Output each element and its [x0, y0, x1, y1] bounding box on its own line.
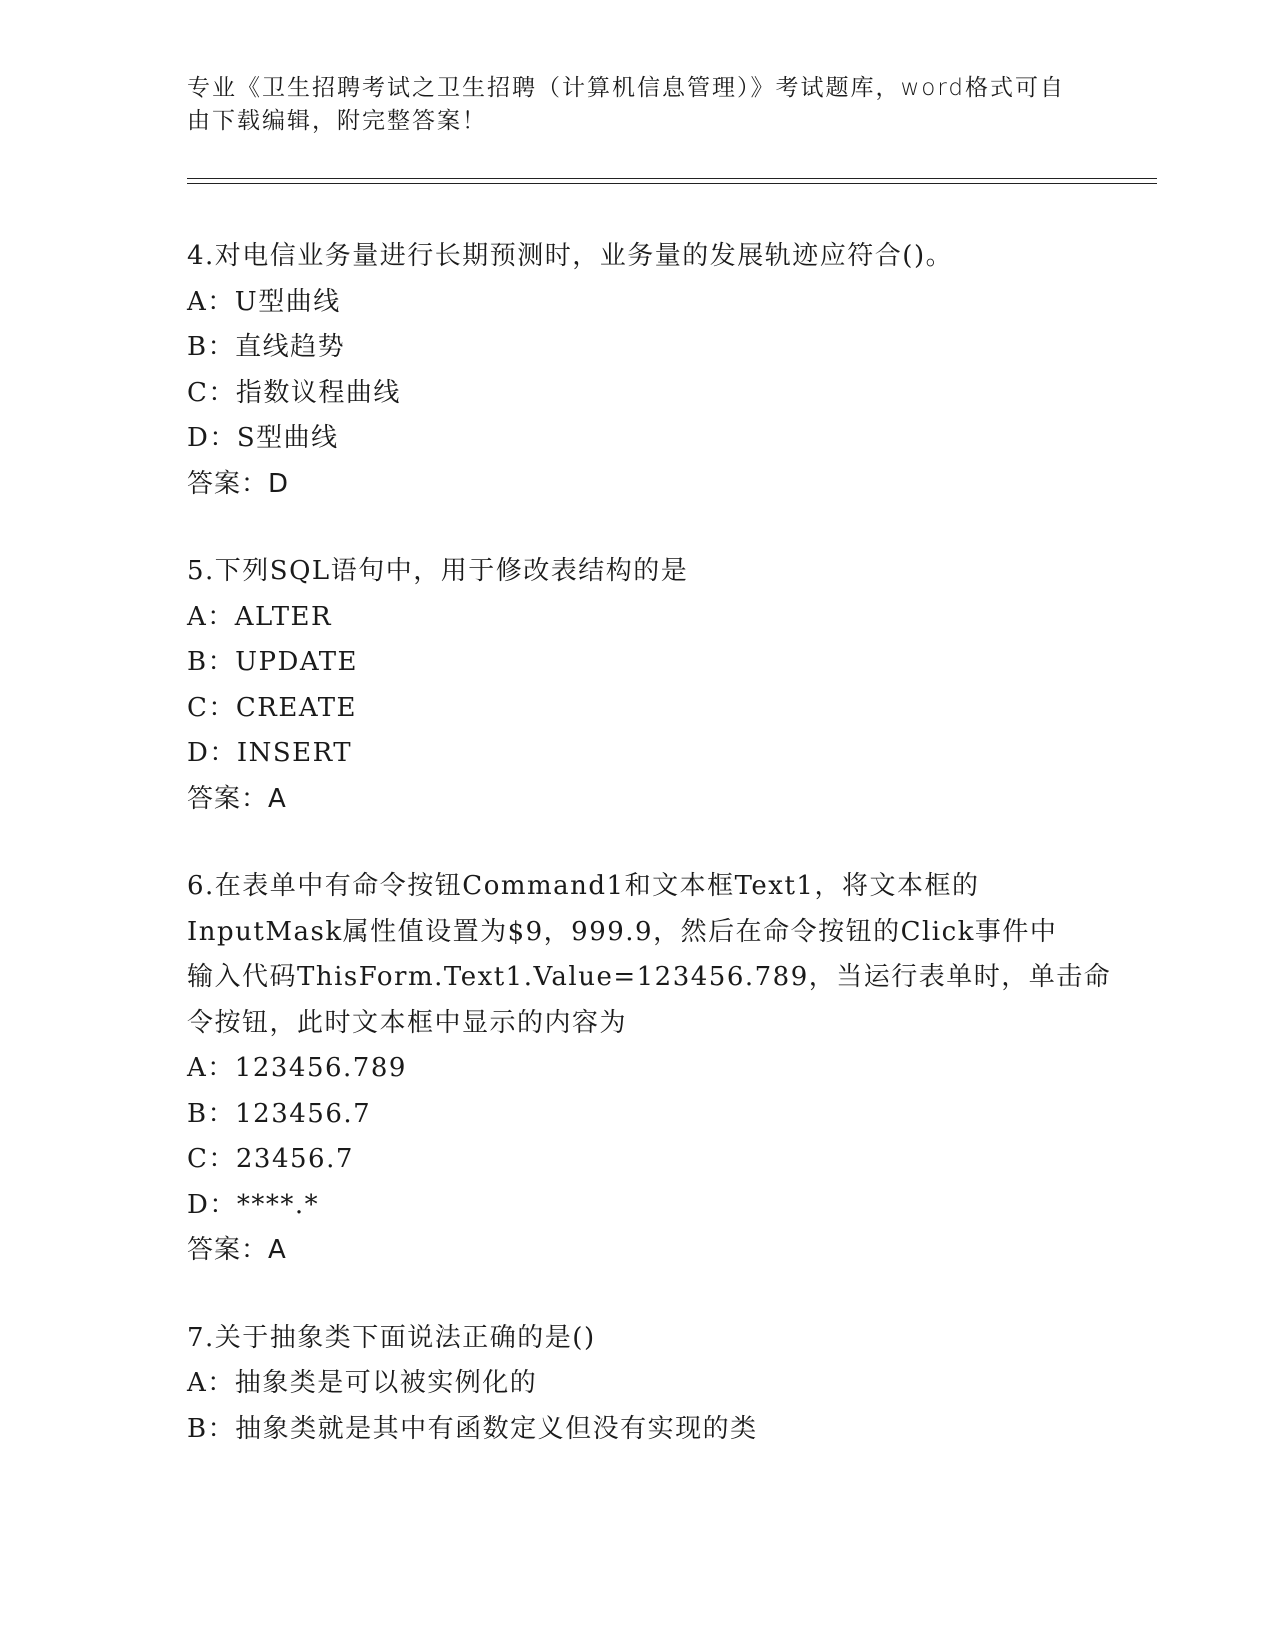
answer: 答案：A — [187, 783, 287, 814]
question-7 — [187, 1316, 1087, 1453]
answer: 答案：D — [187, 468, 290, 499]
question-stem-line-4: 令按钮，此时文本框中显示的内容为 — [187, 1007, 628, 1038]
question-6 — [187, 864, 1112, 1274]
header-line-1: 专业《卫生招聘考试之卫生招聘（计算机信息管理）》考试题库，word格式可自 — [187, 75, 1066, 101]
option-c: C：CREATE — [187, 692, 358, 723]
question-5 — [187, 549, 1087, 822]
header-rule-top — [187, 178, 1157, 179]
option-b: B：UPDATE — [187, 647, 359, 677]
option-a: A：抽象类是可以被实例化的 — [187, 1368, 538, 1398]
question-4 — [187, 234, 1087, 507]
option-d: D：S型曲线 — [187, 423, 339, 453]
option-c: C：指数议程曲线 — [187, 377, 401, 408]
question-stem-line-1: 6.在表单中有命令按钮Command1和文本框Text1，将文本框的 — [187, 871, 980, 901]
question-stem: 5.下列SQL语句中，用于修改表结构的是 — [187, 556, 689, 586]
header-rule-bottom — [187, 183, 1157, 184]
option-b: B：抽象类就是其中有函数定义但没有实现的类 — [187, 1413, 758, 1444]
option-a: A：ALTER — [187, 601, 333, 632]
document-header — [187, 72, 1087, 138]
option-a: A：123456.789 — [187, 1053, 407, 1083]
question-stem-line-3: 输入代码ThisForm.Text1.Value=123456.789，当运行表单时，单击命 — [187, 962, 1112, 992]
option-b: B：123456.7 — [187, 1098, 372, 1129]
question-stem-line-2: InputMask属性值设置为$9，999.9，然后在命令按钮的Click事件中 — [187, 916, 1058, 947]
answer: 答案：A — [187, 1235, 287, 1265]
header-line-2: 由下载编辑，附完整答案！ — [187, 108, 487, 134]
question-stem: 7.关于抽象类下面说法正确的是() — [187, 1322, 596, 1353]
option-d: D：INSERT — [187, 738, 353, 768]
option-c: C：23456.7 — [187, 1144, 354, 1174]
question-list — [187, 234, 1112, 1494]
option-d: D：****.* — [187, 1189, 320, 1220]
option-b: B：直线趋势 — [187, 332, 346, 362]
question-stem: 4.对电信业务量进行长期预测时，业务量的发展轨迹应符合()。 — [187, 241, 954, 271]
option-a: A：U型曲线 — [187, 286, 341, 317]
